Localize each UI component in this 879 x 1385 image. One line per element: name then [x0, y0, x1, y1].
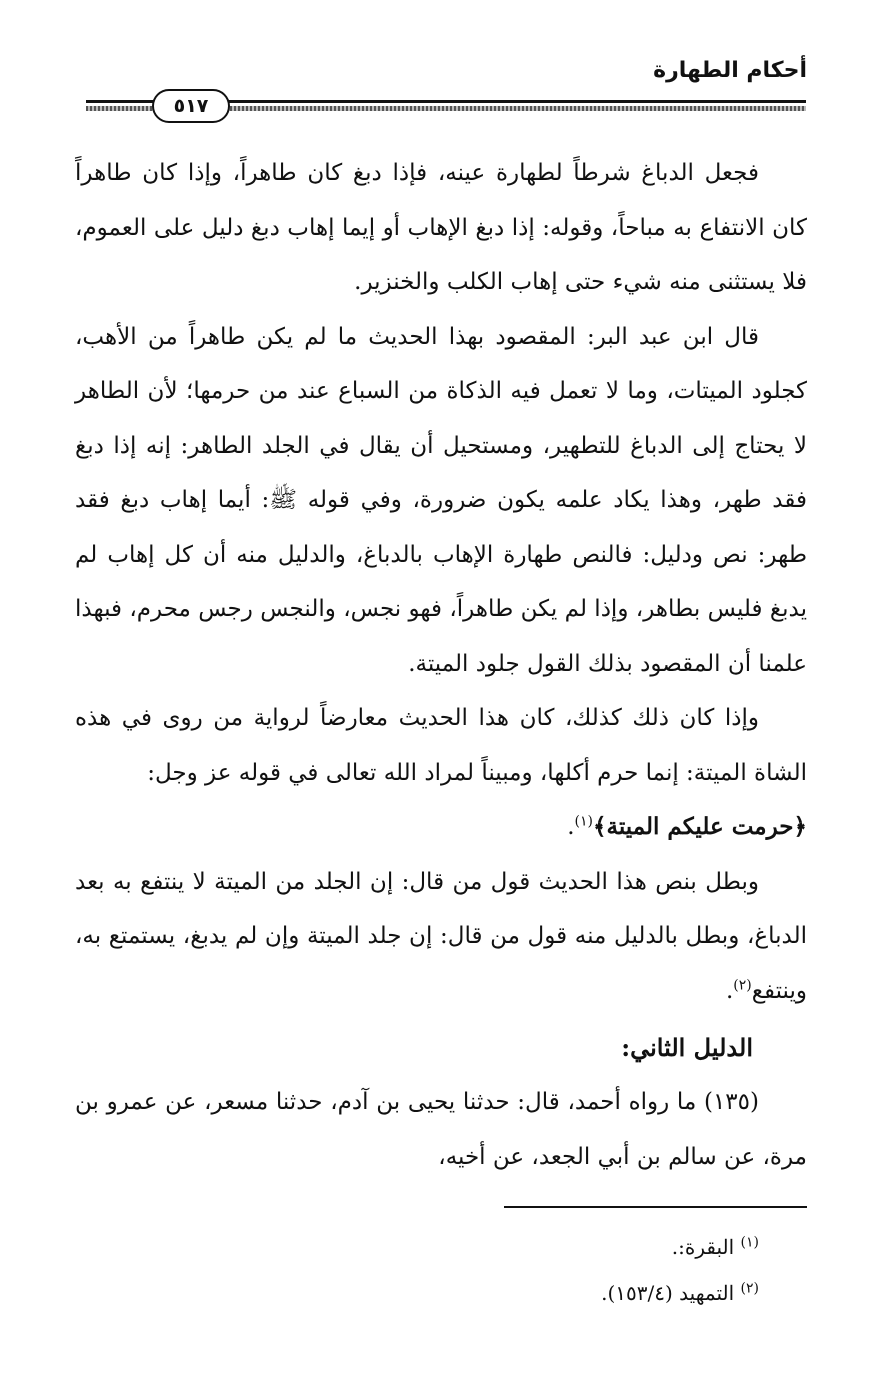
- footnote-ref-1: (١): [574, 813, 594, 830]
- main-text-continued: [75, 1075, 807, 1184]
- paragraph-3: [75, 691, 807, 855]
- running-title: أحكام الطهارة: [653, 58, 807, 83]
- footnotes: [601, 1224, 759, 1316]
- paragraph-3-end: .: [567, 814, 575, 840]
- paragraph-1: فجعل الدباغ شرطاً لطهارة عينه، فإذا دبغ كان طاهراً، وإذا كان طاهراً كان الانتفاع به مباحاً، وقوله: إذا دبغ الإهاب أو إيما إهاب دبغ دليل على العموم، فلا يستثنى منه شيء حتى إهاب الكلب والخنزير.: [75, 160, 807, 295]
- paragraph-4-text: وبطل بنص هذا الحديث قول من قال: إن الجلد من الميتة لا ينتفع به بعد الدباغ، وبطل بالدليل منه قول من قال: إن جلد الميتة وإن لم يدبغ، يستمتع به، وينتفع: [75, 868, 807, 1004]
- footnote-ref-2: (٢): [733, 976, 752, 993]
- footnote-1: [601, 1224, 759, 1270]
- footnote-2-marker: (٢): [740, 1280, 759, 1297]
- section-heading: الدليل الثاني:: [621, 1033, 753, 1062]
- page-number-badge: [152, 89, 230, 123]
- paragraph-5: (١٣٥) ما رواه أحمد، قال: حدثنا يحيى بن آدم، حدثنا مسعر، عن عمرو بن مرة، عن سالم بن أبي الجعد، عن أخيه،: [75, 1089, 807, 1170]
- footnote-2: [601, 1270, 759, 1316]
- paragraph-4: [75, 855, 807, 1019]
- footnote-1-marker: (١): [740, 1234, 759, 1251]
- page-number: ٥١٧: [173, 95, 209, 117]
- paragraph-2: قال ابن عبد البر: المقصود بهذا الحديث ما لم يكن طاهراً من الأهب، كجلود الميتات، وما لا تعمل فيه الذكاة من السباع عند من حرمها؛ لأن الطاهر لا يحتاج إلى الدباغ للتطهير، ومستحيل أن يقال في الجلد الطاهر: إنه إذا دبغ فقد طهر، وهذا يكاد علمه يكون ضرورة، وفي قوله ﷺ: أيما إهاب دبغ فقد طهر: نص ودليل: فالنص طهارة الإهاب بالدباغ، والدليل منه أن كل إهاب لم يدبغ فليس بطاهر، وإذا لم يكن طاهراً، فهو نجس، والنجس رجس محرم، فبهذا علمنا أن المقصود بذلك القول جلود الميتة.: [75, 323, 807, 677]
- paragraph-3-text: وإذا كان ذلك كذلك، كان هذا الحديث معارضاً لرواية من روى في هذه الشاة الميتة: إنما حرم أكلها، ومبيناً لمراد الله تعالى في قوله عز وجل:: [75, 705, 807, 786]
- paragraph-4-end: .: [725, 977, 734, 1004]
- footnote-2-text: التمهيد (١٥٣/٤).: [601, 1281, 735, 1305]
- quran-verse: ﴿حرمت عليكم الميتة﴾: [593, 813, 807, 840]
- main-text: [75, 146, 807, 1018]
- footnote-1-text: البقرة:.: [671, 1235, 735, 1259]
- footnote-divider: [504, 1206, 807, 1208]
